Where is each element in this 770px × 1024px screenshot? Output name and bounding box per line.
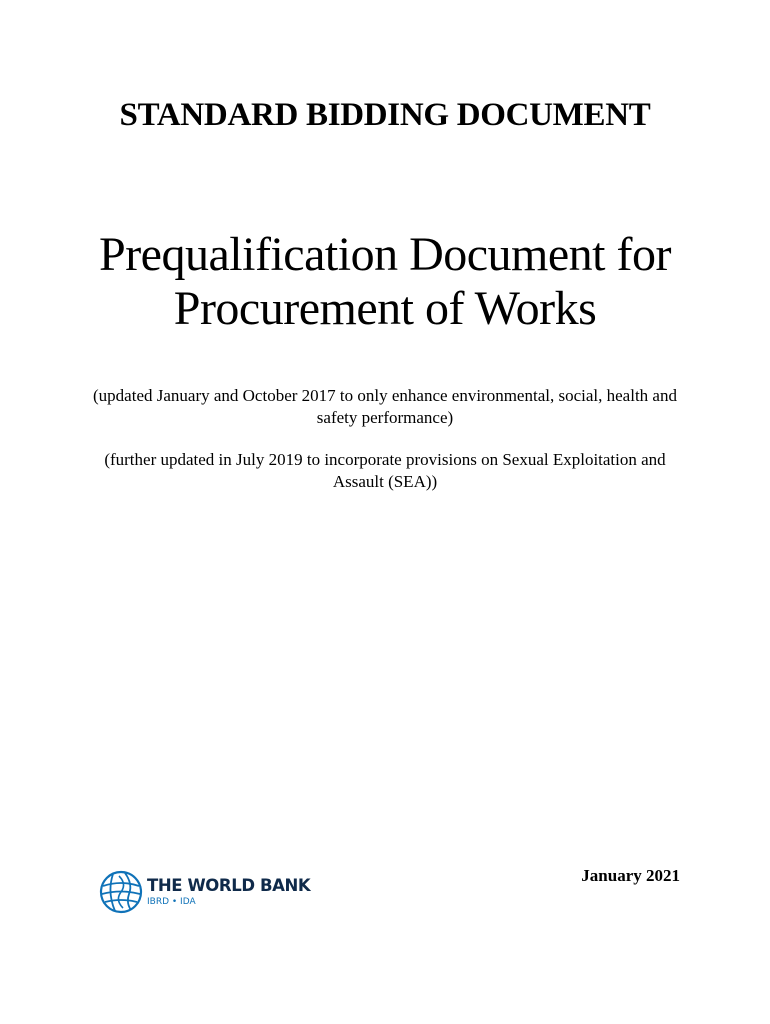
logo-subtitle: IBRD • IDA — [147, 897, 196, 907]
document-type-heading: STANDARD BIDDING DOCUMENT — [119, 97, 651, 133]
document-title — [60, 228, 710, 336]
world-bank-logo — [99, 868, 319, 916]
update-note-1: (updated January and October 2017 to only enhance environmental, social, health and safety performance) — [93, 386, 677, 427]
title-line-1: Prequalification Document for — [99, 228, 671, 281]
globe-icon — [99, 870, 143, 914]
logo-name: THE WORLD BANK — [147, 876, 311, 895]
update-note-2: (further updated in July 2019 to incorporate provisions on Sexual Exploitation and Assault (SEA)) — [104, 450, 666, 491]
document-date: January 2021 — [581, 866, 680, 885]
title-line-2: Procurement of Works — [173, 282, 597, 335]
